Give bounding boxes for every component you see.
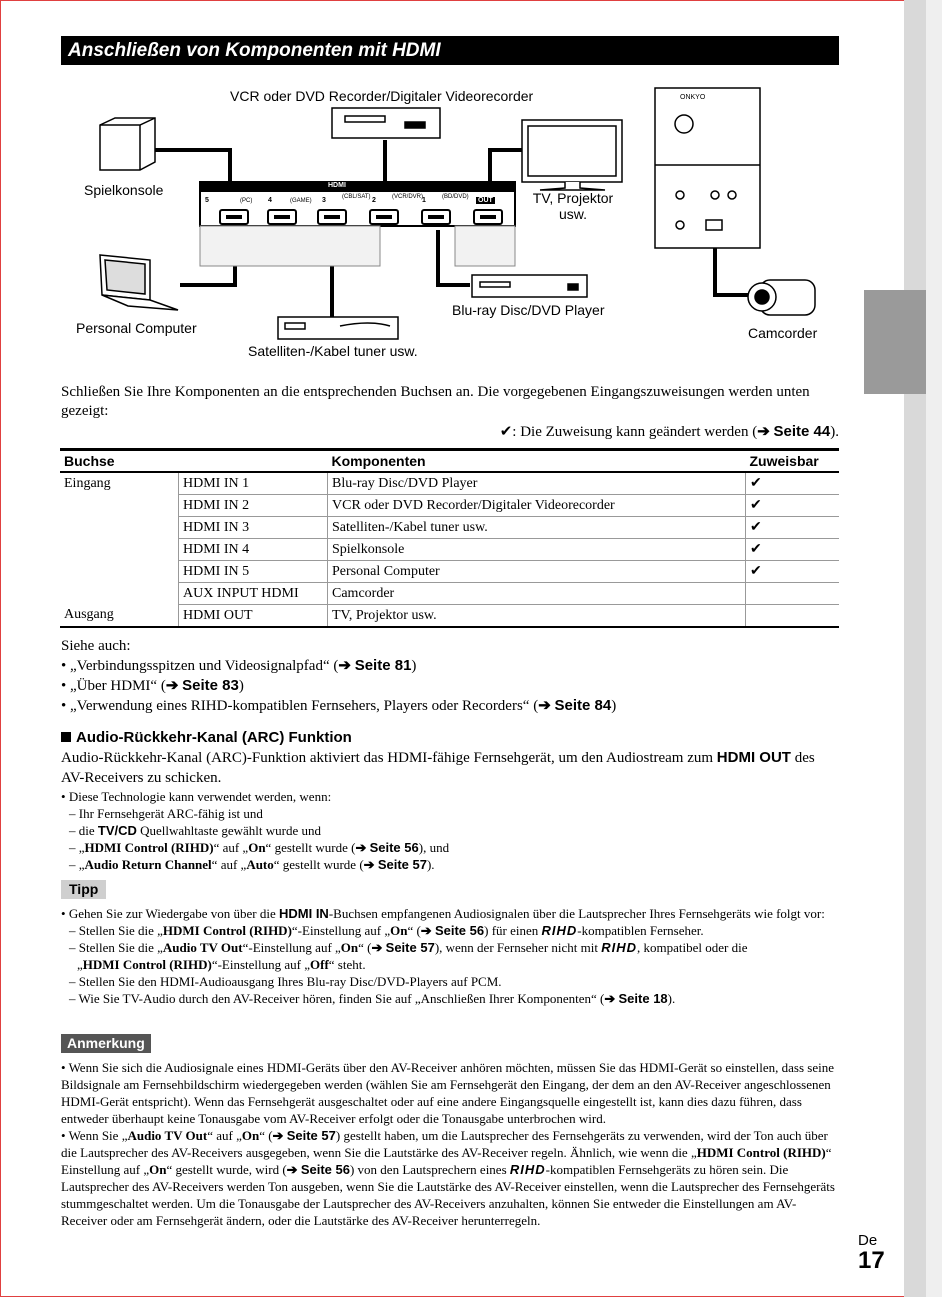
cell-jack: HDMI IN 3 xyxy=(179,517,328,539)
anmerkung-badge: Anmerkung xyxy=(61,1034,151,1053)
laptop-drawing xyxy=(100,255,178,310)
link-seite-84[interactable]: Seite 84 xyxy=(554,697,612,714)
table-row xyxy=(60,583,839,605)
cell-group: Eingang xyxy=(64,475,111,491)
tipp-step-4: – Wie Sie TV-Audio durch den AV-Receiver hören, finden Sie auf „Anschließen Ihrer Komponenten“ (➔ Seite 18). xyxy=(69,991,676,1006)
port-label-1: 1 xyxy=(422,197,426,204)
table-row xyxy=(60,472,839,495)
tipp-step-2: – Stellen Sie die „Audio TV Out“-Einstellung auf „On“ (➔ Seite 57), wenn der Fernseher nicht mit RIHD, kompatibel oder die „HDMI Control (RIHD)“-Einstellung auf „Off“ steht. xyxy=(69,940,748,972)
label-game-console: Spielkonsole xyxy=(84,182,164,198)
cell-group xyxy=(60,539,179,561)
game-console-drawing xyxy=(100,118,155,170)
arrow-icon: ➔ xyxy=(272,1128,284,1143)
cond-1: – Ihr Fernsehgerät ARC-fähig ist und xyxy=(69,806,263,821)
link-seite-56[interactable]: Seite 56 xyxy=(434,923,485,938)
cell-jack: HDMI IN 5 xyxy=(179,561,328,583)
assign-note-end: ). xyxy=(830,424,839,440)
arc-section xyxy=(61,728,836,873)
link-seite-44[interactable]: Seite 44 xyxy=(773,423,831,440)
label-bluray: Blu-ray Disc/DVD Player xyxy=(452,302,605,318)
link-seite-56[interactable]: Seite 56 xyxy=(369,840,419,855)
see-also-item: • „Über HDMI“ (➔ Seite 83) xyxy=(61,676,616,696)
camcorder-drawing xyxy=(748,280,815,315)
assign-note-text: : Die Zuweisung kann geändert werden ( xyxy=(512,424,758,440)
receiver-front-drawing xyxy=(655,88,760,248)
cell-assignable: ✔ xyxy=(746,472,840,495)
cell-assignable: ✔ xyxy=(746,539,840,561)
arc-heading: Audio-Rückkehr-Kanal (ARC) Funktion xyxy=(61,728,836,748)
link-seite-18[interactable]: Seite 18 xyxy=(618,991,668,1006)
col-header-zuweisbar: Zuweisbar xyxy=(746,450,840,473)
table-row xyxy=(60,605,839,628)
tipp-step-1: – Stellen Sie die „HDMI Control (RIHD)“-Einstellung auf „On“ (➔ Seite 56) für einen RIHD-kompatiblen Fernseher. xyxy=(69,923,704,938)
cell-group: Ausgang xyxy=(60,605,179,628)
arrow-icon: ➔ xyxy=(338,657,351,674)
label-tv: TV, Projektor usw. xyxy=(532,190,614,222)
arrow-icon: ➔ xyxy=(538,697,551,714)
hdmi-connection-diagram xyxy=(60,80,850,370)
table-row xyxy=(60,561,839,583)
port-label-out: OUT xyxy=(478,197,493,204)
see-also-item: • „Verwendung eines RIHD-kompatiblen Fernsehers, Players oder Recorders“ (➔ Seite 84) xyxy=(61,696,616,716)
satellite-tuner-drawing xyxy=(278,317,398,339)
arrow-icon: ➔ xyxy=(363,857,375,872)
arrow-icon: ➔ xyxy=(165,677,179,694)
check-icon: ✔ xyxy=(499,424,513,440)
page-edge xyxy=(904,0,926,1297)
cell-jack: HDMI IN 1 xyxy=(179,472,328,495)
tv-drawing xyxy=(522,120,622,190)
rihd-logo: RIHD xyxy=(509,1162,546,1177)
cell-jack: AUX INPUT HDMI xyxy=(179,583,328,605)
arc-conditions xyxy=(61,788,836,873)
arc-paragraph: Audio-Rückkehr-Kanal (ARC)-Funktion aktiviert das HDMI-fähige Fernsehgerät, um den Audiostream zum HDMI OUT des AV-Receivers zu schicken. xyxy=(61,749,815,786)
arrow-icon: ➔ xyxy=(355,840,367,855)
anmerkung-section xyxy=(61,1034,839,1229)
rihd-logo: RIHD xyxy=(601,940,638,955)
tipp-section xyxy=(61,880,841,1007)
cond-2: – die TV/CD Quellwahltaste gewählt wurde und xyxy=(69,823,322,838)
port-label-pc: (PC) xyxy=(240,198,253,204)
cell-assignable xyxy=(746,583,840,605)
cell-component: TV, Projektor usw. xyxy=(328,605,746,628)
cell-group xyxy=(60,561,179,583)
cond-3: – „HDMI Control (RIHD)“ auf „On“ gestellt wurde (➔ Seite 56), und xyxy=(69,840,450,855)
arrow-icon: ➔ xyxy=(371,940,383,955)
page-num: 17 xyxy=(858,1247,885,1274)
intro-text: Schließen Sie Ihre Komponenten an die entsprechenden Buchsen an. Die vorgegebenen Eingangszuweisungen werden unten gezeigt: xyxy=(61,384,810,419)
port-label-4: 4 xyxy=(268,197,272,204)
page-number xyxy=(858,1232,885,1273)
cell-component: Satelliten-/Kabel tuner usw. xyxy=(328,517,746,539)
table-row xyxy=(60,517,839,539)
tipp-bullet: • Gehen Sie zur Wiedergabe von über die HDMI IN-Buchsen empfangenen Audiosignalen über die Lautsprecher Ihres Fernsehgeräts wie folgt vor: xyxy=(61,905,841,922)
cell-component: VCR oder DVD Recorder/Digitaler Videorecorder xyxy=(328,495,746,517)
label-personal-computer: Personal Computer xyxy=(76,320,197,336)
cell-assignable: ✔ xyxy=(746,495,840,517)
port-label-bd-dvd: (BD/DVD) xyxy=(442,194,469,200)
label-camcorder: Camcorder xyxy=(748,325,818,341)
see-also xyxy=(61,636,616,716)
arrow-icon: ➔ xyxy=(604,991,616,1006)
link-seite-57[interactable]: Seite 57 xyxy=(385,940,435,955)
assign-note xyxy=(500,422,839,441)
cell-component: Spielkonsole xyxy=(328,539,746,561)
arc-bullet: • Diese Technologie kann verwendet werden, wenn: xyxy=(61,788,836,805)
tipp-step-3: – Stellen Sie den HDMI-Audioausgang Ihres Blu-ray Disc/DVD-Players auf PCM. xyxy=(69,974,502,989)
link-seite-56[interactable]: Seite 56 xyxy=(300,1162,350,1177)
link-seite-57[interactable]: Seite 57 xyxy=(286,1128,336,1143)
cell-group xyxy=(60,517,179,539)
anmerkung-note-2: • Wenn Sie „Audio TV Out“ auf „On“ (➔ Seite 57) gestellt haben, um die Lautsprecher des Fernsehgeräts zu verwenden, wird der Ton auch über die Lautsprecher des AV-Receivers ausgegeben, wenn Sie die Lautstärke des AV-Receiver regeln. Ähnlich, wie wenn die „HDMI Control (RIHD)“ Einstellung auf „On“ gestellt wurde, wird (➔ Seite 56) von den Lautsprechern eines RIHD-kompatiblen Fernsehgeräts zu hören sein. Die Lautsprecher des AV-Receivers werden Ton ausgeben, wenn Sie die Lautstärke des AV-Receiver einstellen, wenn die Lautsprecher des Fernsehgeräts stummgeschaltet werden. Um die Tonausgabe der Lautsprecher des AV-Receivers anzuhalten, können Sie entweder die Einstellungen am AV-Receiver oder am Fernsehgerät ändern, oder die Lautstärke des AV-Receiver herunterregeln. xyxy=(61,1127,839,1229)
receiver-brand: ONKYO xyxy=(680,94,706,101)
see-also-heading: Siehe auch: xyxy=(61,638,131,654)
input-assignment-table xyxy=(60,448,839,628)
anmerkung-note-1: • Wenn Sie sich die Audiosignale eines HDMI-Geräts über den AV-Receiver anhören möchten, müssen Sie das HDMI-Gerät so einstellen, dass seine Bildsignale am Fernsehbildschirm wiedergegeben werden (wählen Sie am Fernsehgerät den Eingang, der dem an den AV-Receiver angeschlossenen HDMI-Gerät entspricht). Wenn das Fernsehgerät ausgeschaltet oder auf eine andere Eingangsquelle eingestellt ist, kann dies dazu führen, dass entweder überhaupt keine Tonausgabe vom AV-Receiver erfolgt oder die Tonausgabe unterbrochen wird. xyxy=(61,1059,839,1127)
label-satellite: Satelliten-/Kabel tuner usw. xyxy=(248,343,418,359)
page-title: Anschließen von Komponenten mit HDMI xyxy=(61,36,839,65)
panel-title: HDMI xyxy=(328,182,346,189)
page-edge-outer xyxy=(926,0,942,1297)
chapter-tab xyxy=(864,290,926,394)
cell-assignable: ✔ xyxy=(746,561,840,583)
port-label-5: 5 xyxy=(205,197,209,204)
label-vcr: VCR oder DVD Recorder/Digitaler Videorecorder xyxy=(230,88,534,104)
cell-jack: HDMI OUT xyxy=(179,605,328,628)
link-seite-57[interactable]: Seite 57 xyxy=(377,857,427,872)
cell-component: Personal Computer xyxy=(328,561,746,583)
cell-group xyxy=(60,495,179,517)
vcr-drawing xyxy=(332,108,440,138)
port-label-vcr-dvr: (VCR/DVR) xyxy=(392,194,423,200)
col-header-komponenten: Komponenten xyxy=(328,450,746,473)
cell-component: Blu-ray Disc/DVD Player xyxy=(328,472,746,495)
link-seite-83[interactable]: Seite 83 xyxy=(182,677,239,694)
arrow-icon: ➔ xyxy=(757,423,770,440)
table-row xyxy=(60,539,839,561)
bluray-player-drawing xyxy=(472,275,587,297)
cond-4: – „Audio Return Channel“ auf „Auto“ gestellt wurde (➔ Seite 57). xyxy=(69,857,435,872)
arrow-icon: ➔ xyxy=(286,1162,298,1177)
cell-assignable xyxy=(746,605,840,628)
cell-component: Camcorder xyxy=(328,583,746,605)
tipp-badge: Tipp xyxy=(61,880,106,899)
link-seite-81[interactable]: Seite 81 xyxy=(354,657,412,674)
cell-jack: HDMI IN 4 xyxy=(179,539,328,561)
page-lang: De xyxy=(858,1232,878,1249)
cell-assignable: ✔ xyxy=(746,517,840,539)
see-also-item: • „Verbindungsspitzen und Videosignalpfad“ (➔ Seite 81) xyxy=(61,656,616,676)
port-label-2: 2 xyxy=(372,197,376,204)
cell-jack: HDMI IN 2 xyxy=(179,495,328,517)
col-header-buchse: Buchse xyxy=(60,450,328,473)
table-row xyxy=(60,495,839,517)
port-label-3: 3 xyxy=(322,197,326,204)
arrow-icon: ➔ xyxy=(420,923,432,938)
rihd-logo: RIHD xyxy=(541,923,578,938)
cell-group xyxy=(60,583,179,605)
port-label-cbl-sat: (CBL/SAT) xyxy=(342,194,371,200)
port-label-game: (GAME) xyxy=(290,198,312,204)
